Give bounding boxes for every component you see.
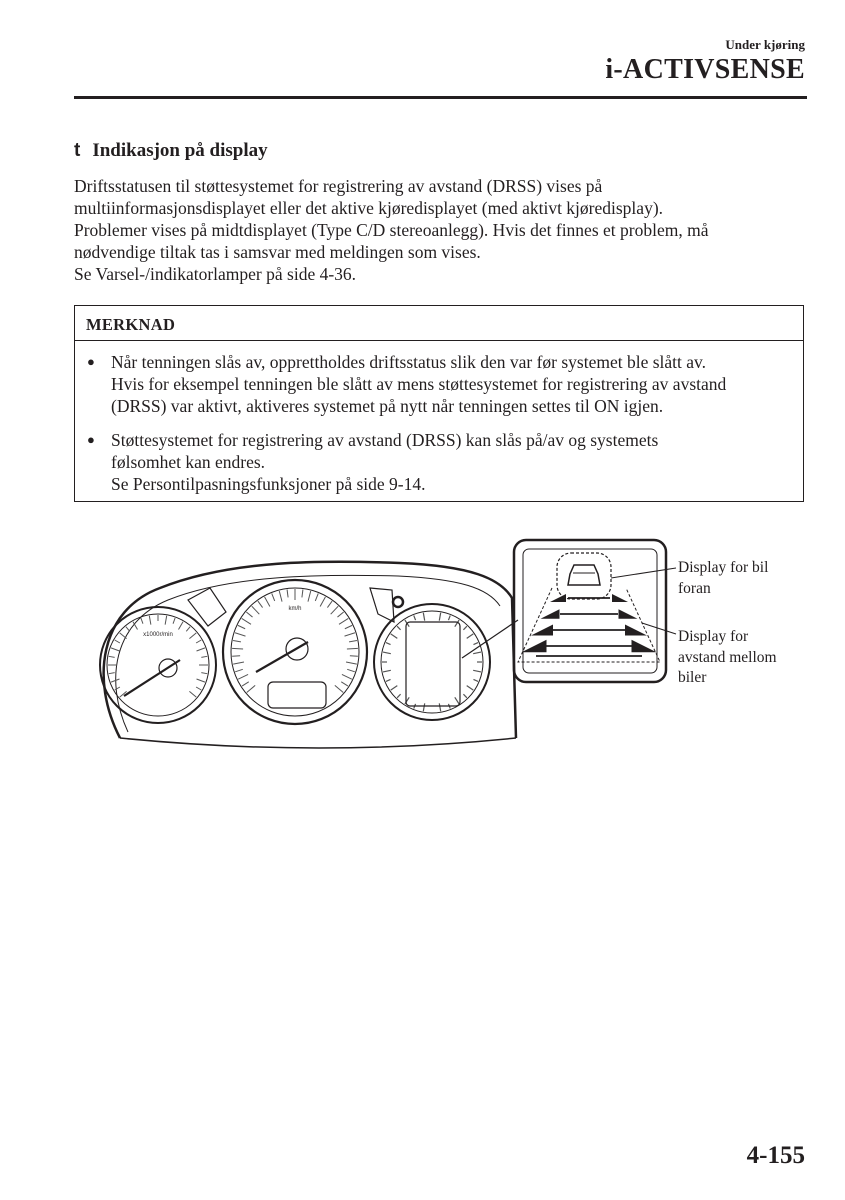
gauge-tick bbox=[242, 618, 251, 624]
speed-unit-label: km/h bbox=[288, 606, 302, 612]
gauge-tick bbox=[345, 633, 355, 636]
speedometer-outer bbox=[223, 580, 367, 724]
distance-marker-right bbox=[619, 609, 638, 619]
note-line: Støttesystemet for registrering av avstand (DRSS) kan slås på/av og systemets bbox=[111, 430, 659, 450]
speedometer-needle bbox=[256, 642, 308, 672]
gauge-tick bbox=[473, 652, 481, 654]
gauge-tick bbox=[196, 640, 201, 643]
gauge-tick bbox=[179, 622, 184, 630]
callout-leader-distance bbox=[642, 623, 676, 634]
gauge-tick bbox=[342, 674, 352, 679]
gauge-tick bbox=[339, 618, 348, 624]
upper-panel-right bbox=[370, 588, 394, 622]
gauge-tick bbox=[111, 648, 119, 651]
gauge-tick bbox=[383, 652, 391, 654]
gauge-tick bbox=[341, 682, 348, 686]
bullet-dot: ● bbox=[87, 432, 95, 447]
note-line: (DRSS) var aktivt, aktiveres systemet på nytt når tenningen settes til ON igjen. bbox=[111, 396, 664, 416]
gauge-tick bbox=[473, 643, 478, 645]
section-heading bbox=[74, 140, 268, 162]
callout-line: biler bbox=[678, 669, 707, 686]
paragraph-line: Driftsstatusen til støttesystemet for registrering av avstand (DRSS) vises på bbox=[74, 176, 603, 196]
gauge-tick bbox=[287, 589, 288, 597]
callout-line: Display for bbox=[678, 628, 749, 645]
paragraph-line: multiinformasjonsdisplayet eller det aktive kjøredisplayet (med aktivt kjøredisplay). bbox=[74, 198, 664, 218]
gauge-tick bbox=[448, 615, 450, 620]
mid-ring-ticks bbox=[382, 613, 482, 711]
tachometer-needle bbox=[124, 660, 180, 696]
gauge-tick bbox=[141, 618, 143, 624]
gauge-tick bbox=[308, 591, 311, 602]
gauge-tick bbox=[350, 656, 358, 657]
gauge-tick bbox=[126, 627, 130, 632]
gauge-tick bbox=[201, 673, 207, 674]
tachometer-inner bbox=[107, 614, 209, 716]
gauge-tick bbox=[320, 597, 325, 607]
gauge-tick bbox=[233, 662, 244, 664]
gauge-tick bbox=[463, 694, 466, 698]
gauge-tick bbox=[247, 685, 255, 692]
cluster-hood bbox=[104, 562, 516, 738]
indicator-lamp bbox=[393, 597, 403, 607]
page-number: 4-155 bbox=[746, 1142, 805, 1169]
gauge-tick bbox=[109, 656, 115, 657]
gauge-tick bbox=[386, 679, 391, 681]
gauge-tick bbox=[302, 589, 303, 597]
gauge-tick bbox=[337, 612, 343, 617]
speedometer-ticks bbox=[232, 589, 358, 692]
gauge-tick bbox=[120, 633, 127, 639]
gauge-tick bbox=[235, 669, 243, 672]
gauge-tick bbox=[423, 703, 424, 711]
gauge-tick bbox=[173, 618, 175, 624]
note-line: Når tenningen slås av, opprettholdes driftsstatus slik den var før systemet ble slått av. bbox=[111, 352, 707, 372]
section-marker: t bbox=[74, 140, 81, 161]
page-title: i-ACTIVSENSE bbox=[605, 54, 805, 85]
distance-marker-left bbox=[522, 640, 547, 653]
distance-marker-left bbox=[550, 594, 566, 602]
gauge-tick bbox=[235, 633, 245, 636]
callout-line: Display for bil bbox=[678, 559, 769, 576]
gauge-tick bbox=[258, 601, 263, 607]
gauge-tick bbox=[349, 640, 357, 641]
gauge-tick bbox=[386, 643, 391, 645]
note-item bbox=[87, 429, 658, 495]
instrument-cluster-figure bbox=[80, 530, 800, 770]
paragraph-line: Problemer vises på midtdisplayet (Type C/D stereoanlegg). Hvis det finnes et problem, må bbox=[74, 220, 709, 240]
gauge-tick bbox=[335, 685, 343, 692]
note-item bbox=[87, 351, 726, 417]
cluster-base bbox=[120, 738, 516, 748]
drss-zoom-box bbox=[514, 540, 666, 682]
gauge-tick bbox=[473, 679, 478, 681]
gauge-tick bbox=[232, 656, 240, 657]
gauge-tick bbox=[347, 669, 355, 672]
odometer-display bbox=[268, 682, 326, 708]
gauge-tick bbox=[414, 615, 416, 620]
tach-unit-label: x1000r/min bbox=[143, 632, 173, 638]
gauge-tick bbox=[238, 674, 248, 679]
callout-line: foran bbox=[678, 579, 711, 597]
note-line: Hvis for eksempel tenningen ble slått av mens støttesystemet for registrering av avstand bbox=[111, 374, 727, 394]
callout-car-ahead bbox=[678, 558, 768, 599]
chapter-label: Under kjøring bbox=[725, 37, 805, 52]
gauge-tick bbox=[345, 625, 352, 628]
car-ahead-icon bbox=[568, 565, 600, 585]
gauge-tick bbox=[149, 616, 151, 625]
gauge-tick bbox=[189, 633, 196, 639]
note-line: følsomhet kan endres. bbox=[111, 452, 266, 472]
gauge-tick bbox=[238, 625, 245, 628]
paragraph-line: Se Varsel-/indikatorlamper på side 4-36. bbox=[74, 264, 357, 284]
gauge-tick bbox=[473, 670, 481, 672]
drss-zoom-box-inner bbox=[523, 549, 657, 673]
gauge-tick bbox=[189, 691, 196, 697]
callout-distance bbox=[678, 627, 777, 689]
gauge-tick bbox=[109, 673, 115, 674]
gauge-tick bbox=[272, 593, 275, 600]
section-heading-text: Indikasjon på display bbox=[92, 140, 268, 161]
gauge-tick bbox=[196, 687, 201, 690]
note-line: Se Persontilpasningsfunksjoner på side 9-14. bbox=[111, 474, 426, 494]
gauge-tick bbox=[397, 694, 400, 698]
gauge-tick bbox=[439, 703, 440, 711]
gauge-tick bbox=[439, 613, 440, 621]
gauge-tick bbox=[232, 648, 243, 649]
gauge-tick bbox=[186, 627, 190, 632]
gauge-tick bbox=[246, 612, 252, 617]
gauge-tick bbox=[265, 597, 270, 607]
gauge-tick bbox=[279, 591, 282, 602]
gauge-tick bbox=[252, 606, 260, 614]
header-rule bbox=[74, 96, 807, 99]
gauge-tick bbox=[397, 626, 400, 630]
distance-marker-right bbox=[612, 594, 628, 602]
gauge-tick bbox=[197, 648, 205, 651]
gauge-tick bbox=[327, 601, 332, 607]
gauge-tick bbox=[467, 686, 474, 691]
gauge-tick bbox=[233, 640, 241, 641]
mid-ring-inner bbox=[381, 611, 483, 713]
gauge-tick bbox=[463, 626, 466, 630]
note-title: MERKNAD bbox=[75, 306, 803, 341]
gauge-tick bbox=[346, 662, 357, 664]
gauge-tick bbox=[391, 686, 398, 691]
car-ahead-frame bbox=[557, 553, 611, 599]
distance-marker-left bbox=[541, 609, 560, 619]
gauge-tick bbox=[315, 593, 318, 600]
gauge-tick bbox=[165, 616, 167, 625]
bullet-dot: ● bbox=[87, 354, 95, 369]
distance-triangles bbox=[522, 594, 657, 652]
gauge-tick bbox=[115, 640, 120, 643]
tachometer-outer bbox=[100, 607, 216, 723]
gauge-tick bbox=[197, 679, 205, 682]
gauge-tick bbox=[391, 634, 398, 639]
gauge-tick bbox=[242, 682, 249, 686]
gauge-tick bbox=[423, 613, 424, 621]
gauge-tick bbox=[383, 670, 391, 672]
gauge-tick bbox=[347, 648, 358, 649]
gauge-tick bbox=[467, 634, 474, 639]
section-paragraph bbox=[74, 175, 814, 285]
multi-information-display bbox=[406, 622, 460, 706]
gauge-tick bbox=[201, 656, 207, 657]
gauge-tick bbox=[455, 697, 459, 704]
paragraph-line: nødvendige tiltak tas i samsvar med meldingen som vises. bbox=[74, 242, 481, 262]
gauge-tick bbox=[331, 606, 339, 614]
callout-line: avstand mellom bbox=[678, 648, 777, 666]
note-box bbox=[74, 305, 804, 502]
